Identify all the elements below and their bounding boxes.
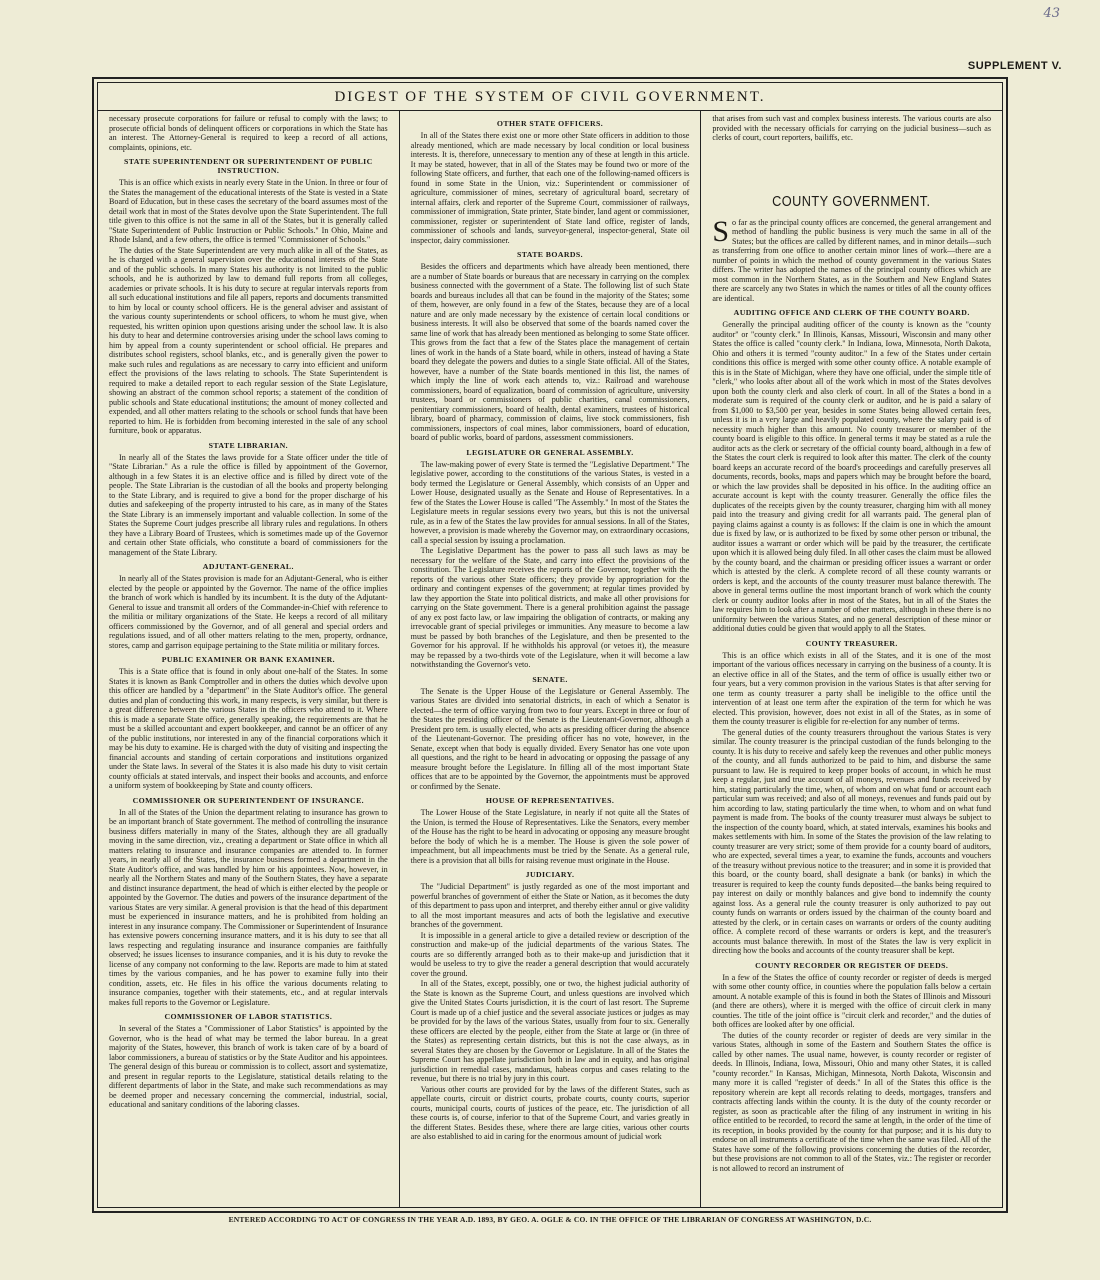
supplement-label: SUPPLEMENT V. bbox=[967, 60, 1062, 72]
section-heading: COMMISSIONER OR SUPERINTENDENT OF INSURANCE. bbox=[132, 795, 365, 805]
paragraph: The duties of the State Superintendent are very much alike in all of the States, as he is charged with a general supervision over the educational interests of the State and of the public schools. In many States his authority is not limited to the public schools, and he is authorized by law to demand full reports from all colleges, academies or private schools. It is his duty to secure at regular intervals reports from all such educational institutions and file all papers, reports and documents transmitted to him by local or county school officers. He is the general adviser and assistant of the various county superintendents or school officers, to whom he must give, when requested, his written opinion upon questions arising under the school law. It is also his duty to hear and determine controversies arising under the school laws coming to him by appeal from a county superintendent or school official. He prepares and distributes school registers, school blanks, etc., and is generally given the power to make such rules and regulations as are necessary to carry into efficient and uniform effect the provisions of the laws relating to schools. The State Superintendent is required to make a detailed report to each regular session of the State Legislature, showing an abstract of the common school reports; a statement of the condition of public schools and State educational institutions; the amount of money collected and expended, and all other matters relating to the schools or school funds that have been reported to him. He is forbidden from becoming interested in the sale of any school furniture, book or apparatus. bbox=[109, 245, 388, 435]
section-heading: COUNTY RECORDER OR REGISTER OF DEEDS. bbox=[755, 960, 949, 970]
paragraph: The Senate is the Upper House of the Legislature or General Assembly. The various States are divided into senatorial districts, in each of which a Senator is elected—the term of office varying from two to four years. Except in three or four of the States the presiding officer of the Senate is the Lieutenant-Governor, although a President pro tem. is usually elected, who acts as presiding officer during the absence of the Lieutenant-Governor. The presiding officer has no vote, however, in the Senate, except when that body is equally divided. Every Senator has one vote upon all questions, and the right to be heard in advocating or opposing the passage of any measure brought before the Legislature. In filling all of the most important State offices that are to be appointed by the Governor, the appointments must be approved or confirmed by the Senate. bbox=[410, 686, 690, 791]
paragraph: The "Judicial Department" is justly regarded as one of the most important and powerful branches of government of either the State or Nation, as it becomes the duty of this department to pass upon and interpret, and thereby either annul or give validity to all the most important measures and acts of both the legislative and executive branches of the government. bbox=[410, 882, 690, 929]
section-heading: COUNTY TREASURER. bbox=[805, 638, 898, 648]
section-heading: PUBLIC EXAMINER OR BANK EXAMINER. bbox=[161, 655, 335, 664]
section-heading: COMMISSIONER OF LABOR STATISTICS. bbox=[164, 1012, 333, 1021]
page-number: 43 bbox=[1043, 6, 1060, 21]
section-heading: OTHER STATE OFFICERS. bbox=[496, 119, 604, 128]
county-government-heading: COUNTY GOVERNMENT. bbox=[772, 192, 931, 210]
paragraph: In nearly all of the States provision is made for an Adjutant-General, who is either elected by the people or appointed by the Governor. The name of the office implies the branch of work which is handled by its incumbent. It is the duty of the Adjutant-General to issue and transmit all orders of the Commander-in-Chief with reference to the militia or military organizations of the State. He keeps a record of all military officers commissioned by the Governor, and of all general and special orders and regulations issued, and of all other matters relating to the men, property, ordnance, stores, camp and garrison equipage pertaining to the State militia or military forces. bbox=[109, 574, 388, 650]
paragraph: In several of the States a "Commissioner of Labor Statistics" is appointed by the Governor, who is the head of what may be termed the labor bureau. In a great majority of the States, however, this branch of work is taken care of by a board of labor commissioners, a bureau of statistics or by the State Auditor and his appointees. The general design of this bureau or commission is to collect, assort and systematize, and present in regular reports to the Legislature, statistical details relating to the different departments of labor in the State, and make such recommendations as may be deemed proper and necessary concerning the commercial, industrial, social, educational and sanitary conditions of the laboring classes. bbox=[109, 1024, 388, 1109]
paragraph: This is a State office that is found in only about one-half of the States. In some States it is known as Bank Comptroller and in others the duties which devolve upon this officer are handled by a "department" in the State Auditor's office. The general duties and plan of conducting this work, in many respects, is very similar, but there is a great difference between the various States in the officers who attend to it. Where this is made a separate State office, generally speaking, the requirements are that he must be a skilled accountant and expert bookkeeper, and cannot be an officer of any of the public institutions, nor interested in any of the financial corporations which it may be his duty to examine. He is charged with the duty of visiting and inspecting the financial accounts and standing of certain corporations and institutions organized under the State laws. In several of the States it is also made his duty to visit certain county officials at stated intervals, and inspect their books and accounts, and enforce a uniform system of bookkeeping by State and county officers. bbox=[109, 667, 388, 790]
paragraph: In all of the States of the Union the department relating to insurance has grown to be an important branch of State government. The method of controlling the insurance business differs materially in many of the States, although they are all gradually moving in the same direction, viz., creating a department or State office in which all matters relating to insurance and insurance companies are attended to. In former years, in nearly all of the States, the insurance business formed a department in the State Auditor's office, and was handled by him or his appointees. Now, however, in nearly all the Northern States and many of the Southern States, they have a separate and distinct insurance department, the head of which is either elected by the people or appointed by the Governor. The duties and powers of the insurance department of the various States are very similar. A general provision is that the head of this department must be experienced in insurance matters, and he is prohibited from holding an interest in any insurance company. The Commissioner or Superintendent of Insurance has extensive powers concerning insurance matters, and it is his duty to see that all laws respecting and regulating insurance and insurance companies are faithfully observed; he issues licenses to insurance companies, and it is his duty to revoke the license of any company not conforming to the law. Reports are made to him at stated times by the various companies, and he has power to examine fully into their condition, assets, etc. He files in his office the various documents relating to insurance companies, together with their statements, etc., and at regular intervals makes full reports to the Governor or Legislature. bbox=[109, 807, 388, 1007]
page-frame bbox=[92, 77, 1008, 1213]
page-frame-inner bbox=[97, 82, 1003, 1208]
column-3 bbox=[701, 110, 1002, 1207]
paragraph: Besides the officers and departments which have already been mentioned, there are a number of State boards or bureaus that are necessary in carrying on the complex business connected with the government of a State. The following list of such State boards and bureaus includes all that can be found in the majority of the States; some of them, however, are only found in a few of the States, because they are of a local nature and are only made necessary by the existence of certain local conditions or business interests. It will also be observed that some of the boards named cover the same line of work that has already been mentioned as belonging to some State officer. This grows from the fact that a few of the States place the management of certain lines of work in the hands of a State board, while in others, instead of having a State board they delegate the powers and duties to a single State official. All of the States, however, have a number of the State boards mentioned in this list, the names of which imply the line of work each attends to, viz.: Railroad and warehouse commissioners, board of equalization, board of commission of agriculture, university trustees, board or commissioners of public charities, canal commissioners, penitentiary commissioners, board of health, dental examiners, trustees of historical library, board of pharmacy, commission of claims, live stock commissioners, fish commissioners, inspectors of coal mines, labor commissioners, board of education, board of public works, board of pardons, assessment commissioners. bbox=[410, 262, 690, 442]
paragraph: The Lower House of the State Legislature, in nearly if not quite all the States of the Union, is termed the House of Representatives. Like the Senators, every member of the House has the right to be heard in advocating or opposing any measure brought before the body of which he is a member. The House is given the sole power of impeachment, but all impeachments must be tried by the Senate. As a general rule, there is a provision that all bills for raising revenue must originate in the House. bbox=[410, 808, 690, 865]
copyright-footer: ENTERED ACCORDING TO ACT OF CONGRESS IN THE YEAR A.D. 1893, BY GEO. A. OGLE & CO. IN THE OFFICE OF THE LIBRARIAN OF CONGRESS AT WASHINGTON, D.C. bbox=[228, 1215, 872, 1224]
paragraph: The duties of the county recorder or register of deeds are very similar in the various States, although in some of the Eastern and Southern States the office is called by other names. The usual name, however, is county recorder or register of deeds. In Illinois, Indiana, Iowa, Missouri, Ohio and many other States, it is called "county recorder." In Kansas, Michigan, Minnesota, North Dakota, Wisconsin and many more it is called "register of deeds." In all of the States this office is the repository wherein are kept all records relating to deeds, mortgages, transfers and contracts affecting lands within the county. It is the duty of the county recorder or register, as soon as practicable after the filing of any instrument in writing in his office entitled to be recorded, to record the same at length, in the order of the time of its reception, in books provided by the county for that purpose; and it is his duty to endorse on all instruments a certificate of the time when the same was filed. All of the States have some of the following provisions concerning the duties of the recorder, but these provisions are not common to all of the States, viz.: The register or recorder is not allowed to record an instrument of bbox=[712, 1030, 992, 1173]
paragraph: Various other courts are provided for by the laws of the different States, such as appellate courts, circuit or district courts, probate courts, county courts, superior courts, municipal courts, courts of justices of the peace, etc. The jurisdiction of all these courts is, of course, inferior to that of the Supreme Court, and varies greatly in the different States. Besides these, where there are large cities, various other courts are also established to aid in caring for the enormous amount of judicial work bbox=[410, 1084, 690, 1141]
paragraph: This is an office which exists in all of the States, and it is one of the most important of the various offices necessary in carrying on the business of a county. It is an elective office in all of the States, and the term of office is usually either two or four years, but a very common provision in the various States is that after serving for one term as county treasurer a party shall be ineligible to the office until the intervention of at least one term after the expiration of the term for which he was elected. This provision, however, does not exist in all of the States, as in some of them the county treasurer is eligible for re-election for any number of terms. bbox=[712, 650, 992, 726]
paragraph: In all of the States, except, possibly, one or two, the highest judicial authority of the State is known as the Supreme Court, and unless questions are involved which give the United States Courts jurisdiction, it is the court of last resort. The Supreme Court is made up of a chief justice and the several associate justices or judges as may be provided for by the laws of the various States, usually from four to six. Generally these officers are elected by the people, either from the State at large or (in three of the States) as representing certain districts, but this is not the case always, as in several States they are chosen by the Governor or Legislature. In all of the States the Supreme Court has appellate jurisdiction both in law and in equity, and has original jurisdiction in remedial cases, mandamus, habeas corpus and cases relating to the revenue, but there is no trial by jury in this court. bbox=[410, 979, 690, 1083]
section-heading: SENATE. bbox=[532, 674, 568, 684]
paragraph: Generally the principal auditing officer of the county is known as the "county auditor" or "county clerk." In Illinois, Kansas, Missouri, Wisconsin and many other States the office is called "county clerk." In Indiana, Iowa, Minnesota, North Dakota, Ohio and others it is termed "county auditor." In a few of the States under certain conditions this office is merged with some other county office. A notable example of this is in the State of Michigan, where they have one official, under the simple title of "clerk," who looks after about all of the work which in most of the States devolves upon both the county clerk and also clerk of court. In all of the States a bond in a moderate sum is required of the county clerk or auditor, and he is paid a salary of from $1,000 to $3,500 per year, besides in some States being allowed certain fees, unless it is in a very large and heavily populated county, where the salary paid is of necessity much higher than this amount. No county treasurer or member of the county board is eligible to this office. In general terms it may be stated as a rule the auditor acts as the clerk or secretary of the official county board, although in a few of the States the court clerk is required to look after this matter. The clerk of the county board keeps an accurate record of the board's proceedings and carefully preserves all documents, records, books, maps and papers which may be brought before the board, or which the law provides shall be deposited in his office. In the auditing office an accurate account is kept with the county treasurer. Generally the office files the duplicates of the receipts given by the county treasurer, charging him with all money paid into the treasury and giving credit for all warrants paid. The general plan of paying claims against a county is as follows: If the claim is one in which the amount due is fixed by law, or is authorized to be fixed by some other person or tribunal, the auditor issues a warrant or order which will be paid by the treasurer, the certificate upon which it is allowed being duly filed. In all other cases the claim must be allowed by the county board, and the chairman or presiding officer issues a warrant or order which is attested by the clerk. A complete record of all these county warrants or orders is kept, and the accounts of the county treasurer must balance therewith. The above in general terms outline the most important branch of work which the county clerk or county auditor looks after in most of the States, but in all of the States the law requires him to look after a number of other matters, although in these there is no uniformity between the various States, and no general description of these minor or additional duties could be given that would apply to all the States. bbox=[712, 320, 992, 633]
drop-cap: S bbox=[712, 214, 730, 248]
paragraph: necessary prosecute corporations for failure or refusal to comply with the laws; to prosecute official bonds of delinquent officers or corporations in which the State has an interest. The Attorney-General is required to keep a record of all actions, complaints, opinions, etc. bbox=[109, 114, 388, 152]
section-heading: LEGISLATURE OR GENERAL ASSEMBLY. bbox=[466, 447, 634, 457]
paragraph bbox=[712, 214, 992, 304]
section-heading: JUDICIARY. bbox=[525, 870, 575, 879]
paragraph: It is impossible in a general article to give a detailed review or description of the construction and make-up of the judicial departments of the various States. The courts are so differently arranged both as to their make-up and jurisdiction that it would be useless to try to give the reader a general description that would accurately cover the ground. bbox=[410, 930, 690, 978]
text-columns bbox=[98, 110, 1002, 1207]
section-heading: STATE SUPERINTENDENT OR SUPERINTENDENT OF PUBLIC INSTRUCTION. bbox=[124, 157, 373, 175]
paragraph: This is an office which exists in nearly every State in the Union. In three or four of the States the management of the educational interests of the State is vested in a State Board of Education, but in these cases the secretary of the board assumes most of the detail work that in most of the States devolve upon the State Superintendent. The full title given to this office is not the same in all of the States, but it is generally called "State Superintendent of Public Instruction or Public Schools." In Ohio, Maine and Rhode Island, and a few others, the office is termed "Commissioner of Schools." bbox=[109, 178, 388, 244]
column-2 bbox=[400, 110, 702, 1207]
section-heading: AUDITING OFFICE AND CLERK OF THE COUNTY BOARD. bbox=[733, 308, 970, 317]
section-heading: STATE BOARDS. bbox=[517, 250, 584, 259]
paragraph: The law-making power of every State is termed the "Legislative Department." The legislative power, according to the constitutions of the various States, is vested in a body termed the Legislature or General Assembly, which consists of an Upper and Lower House, designated usually as the Senate and House of Representatives. In a few of the States the Lower House is called "The Assembly." In most of the States the Legislature meets in regular sessions every two years, but this is not the universal rule, as in a few of the States the law provides for annual sessions. In all of the States, however, a provision is made whereby the Governor may, on extraordinary occasions, call a special session by issuing a proclamation. bbox=[410, 459, 690, 545]
section-heading: STATE LIBRARIAN. bbox=[208, 440, 288, 450]
page-title: DIGEST OF THE SYSTEM OF CIVIL GOVERNMENT. bbox=[98, 83, 1002, 111]
section-heading: HOUSE OF REPRESENTATIVES. bbox=[485, 796, 615, 805]
paragraph: that arises from such vast and complex business interests. The various courts are also provided with the necessary officials for carrying on the judicial business—such as clerks of court, court reporters, bailiffs, etc. bbox=[712, 114, 992, 142]
paragraph-text: o far as the principal county offices are concerned, the general arrangement and method of handling the public business is very much the same in all of the States; but the offices are called by different names, and in minor details—such as transferring from one office to another certain minor lines of work—there are a number of points in which the method of county government in the various States differs. The writer has adopted the names of the principal county offices which are most common in the Northern States, as in the Southern and New England States there are scarcely any two States in which the names or titles of all the county offices are identical. bbox=[712, 217, 992, 303]
paragraph: In nearly all of the States the laws provide for a State officer under the title of "State Librarian." As a rule the office is filled by appointment of the Governor, although in a few States it is an elective office and is filled by direct vote of the people. The State Librarian is the custodian of all the books and property belonging to the State Library, and is required to give a bond for the proper discharge of his duties and safekeeping of the property intrusted to his care, as in many of the States the State Library is an immensely important and valuable collection. In some of the States the Supreme Court judges prescribe all library rules and regulations. In others they have a Library Board of Trustees, which is sometimes made up of the Governor and certain other State officials, who constitute a board of commissioners for the management of the State Library. bbox=[109, 452, 388, 557]
paragraph: The general duties of the county treasurers throughout the various States is very similar. The county treasurer is the principal custodian of the funds belonging to the county. It is his duty to receive and safely keep the revenues and other public moneys of the county, and all funds authorized to be paid to him, and disburse the same pursuant to law. He is required to keep proper books of account, in which he must keep a regular, just and true account of all moneys, revenues and funds received by him, stating particularly the time, when, of whom and on what fund or account each particular sum was received; and also of all moneys, revenues and funds paid out by him according to law, stating particularly the time when, to whom and on what fund payment is made from. The books of the county treasurer must always be subject to the inspection of the county board, which, at stated intervals, examines his books and makes settlements with him. In some of the States the provision of the law relating to county treasurer are very strict; some of them provide for a county board of auditors, who are expected, several times a year, to examine the funds, accounts and vouchers of the treasury without previous notice to the treasurer; and in some it is provided that this board, or the county board, shall designate a bank (or banks) in which the treasurer is required to keep the county funds deposited—the banks being required to pay interest on daily or monthly balances and give bond to indemnify the county against loss. As a general rule the county treasurer is only authorized to pay out county funds on warrants or orders issued by the chairman of the county board and attested by the clerk, or in certain cases on warrants or orders of the county auditing office. A complete record of these warrants or orders is kept, and the treasurer's accounts must balance therewith. In most of the States the law is very explicit in directing how the books and accounts of the county treasurer shall be kept. bbox=[712, 727, 992, 955]
section-heading: ADJUTANT-GENERAL. bbox=[202, 562, 294, 571]
column-1 bbox=[98, 110, 400, 1207]
paragraph: In all of the States there exist one or more other State officers in addition to those already mentioned, which are made necessary by local condition or local business interests. It is, therefore, unnecessary to mention any of these at length in this article. It may be stated, however, that in all of the States may be found two or more of the following State officers, and further, that each one of the following-named officers is found in some State in the Union, viz.: Superintendent or commissioner of agriculture, commissioner of mines, secretary of agricultural board, secretary of internal affairs, clerk and reporter of the Supreme Court, commissioner of railways, commissioner of immigration, State printer, State binder, land agent or commissioner, commissioner, register or superintendent of State land office, register of lands, commissioner of schools and lands, surveyor-general, inspector-general, State oil inspector, dairy commissioner. bbox=[410, 131, 690, 245]
paragraph: The Legislative Department has the power to pass all such laws as may be necessary for the welfare of the State, and carry into effect the provisions of the constitution. The Legislature receives the reports of the Governor, together with the reports of the various other State officers; they provide by appropriation for the ordinary and contingent expenses of the government; at regular times provided by law they apportion the State into political districts, and make all other provisions for carrying on the State government. There is a general prohibition against the passage of any ex post facto law, or law impairing the obligation of contracts, or making any irrevocable grant of special privileges or immunities. Any measure to become a law must be passed by both branches of the Legislature, and then be presented to the Governor for his approval. If he withholds his approval (or vetoes it), the measure may be repassed by a two-thirds vote of the Legislature, when it will become a law notwithstanding the Governor's veto. bbox=[410, 546, 690, 669]
paragraph: In a few of the States the office of county recorder or register of deeds is merged with some other county office, in counties where the population falls below a certain amount. A notable example of this is found in both the States of Illinois and Missouri (and there are others), where it is merged with the office of circuit clerk in many counties. The title of the joint office is "circuit clerk and recorder," and the duties of both offices are looked after by one official. bbox=[712, 972, 992, 1029]
